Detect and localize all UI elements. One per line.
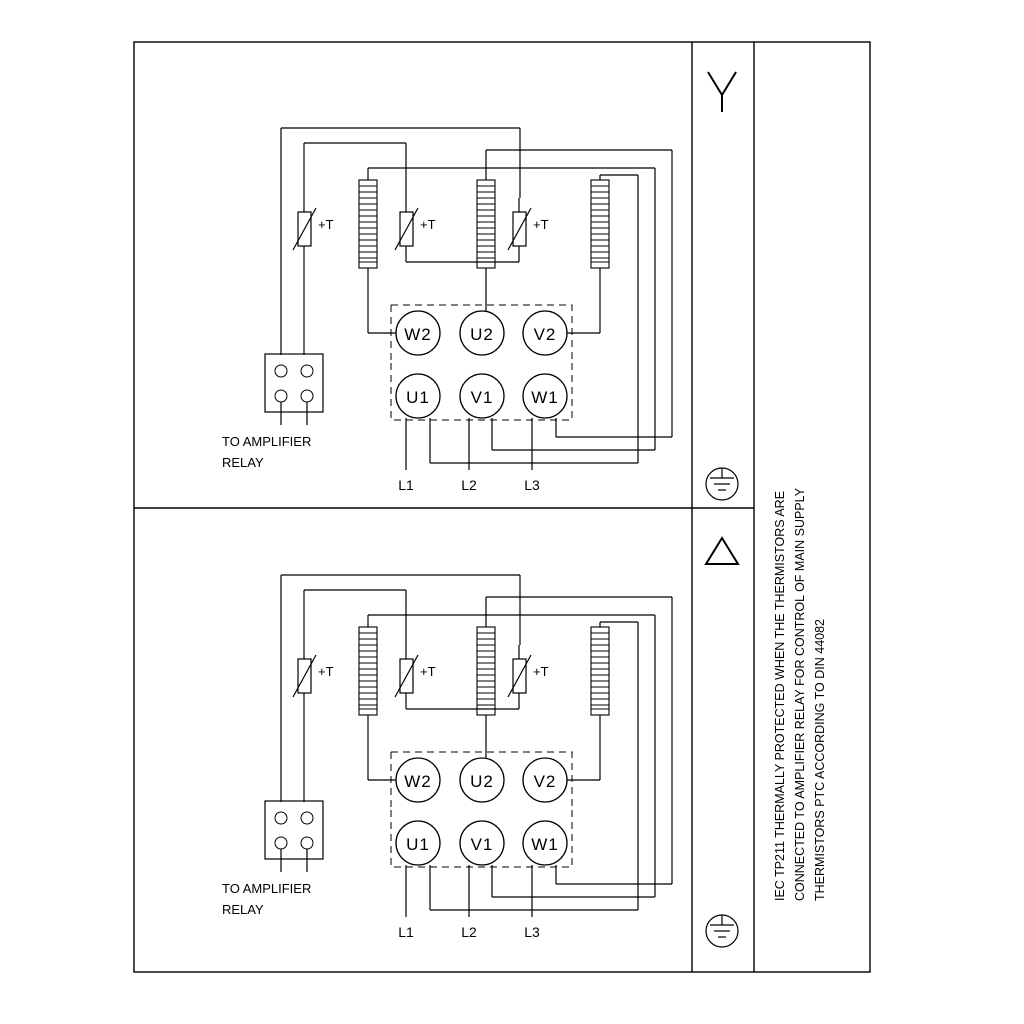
amplifier-label-line1: TO AMPLIFIER bbox=[222, 434, 312, 449]
winding-coil-2 bbox=[477, 150, 495, 308]
winding-coil-2 bbox=[477, 597, 495, 755]
side-note-line2: CONNECTED TO AMPLIFIER RELAY FOR CONTROL OF MAIN SUPPLY bbox=[793, 487, 807, 901]
winding-coil-3 bbox=[591, 622, 609, 755]
winding-coils-group bbox=[359, 597, 609, 755]
wye-star-symbol bbox=[708, 72, 736, 112]
terminals-group bbox=[396, 311, 567, 418]
terminal-u2: U2 bbox=[470, 325, 494, 344]
terminals-group bbox=[396, 758, 567, 865]
thermistor-1 bbox=[293, 645, 334, 709]
side-note-line3: THERMISTORS PTC ACCORDING TO DIN 44082 bbox=[813, 618, 827, 901]
amplifier-terminal-block bbox=[222, 354, 323, 470]
thermistor-label-3: +T bbox=[533, 217, 549, 232]
line-label-l2: L2 bbox=[461, 924, 477, 940]
line-label-l2: L2 bbox=[461, 477, 477, 493]
winding-coil-1 bbox=[359, 615, 377, 755]
thermistor-label-1: +T bbox=[318, 217, 334, 232]
side-note-line1: IEC TP211 THERMALLY PROTECTED WHEN THE THERMISTORS ARE bbox=[773, 490, 787, 901]
amplifier-terminal-block bbox=[222, 801, 323, 917]
terminal-u2: U2 bbox=[470, 772, 494, 791]
thermistor-2 bbox=[395, 645, 436, 709]
terminal-w1: W1 bbox=[531, 388, 559, 407]
terminal-u1: U1 bbox=[406, 835, 430, 854]
panel-star bbox=[222, 72, 738, 500]
thermistor-label-3: +T bbox=[533, 664, 549, 679]
thermistor-label-1: +T bbox=[318, 664, 334, 679]
terminal-v2: V2 bbox=[533, 772, 557, 791]
thermistor-1 bbox=[293, 198, 334, 262]
thermistor-3 bbox=[508, 198, 549, 262]
winding-coils-group bbox=[359, 150, 609, 308]
delta-triangle-symbol bbox=[706, 538, 738, 564]
earth-ground-symbol bbox=[706, 915, 738, 947]
amplifier-label-line2: RELAY bbox=[222, 902, 264, 917]
terminal-u1: U1 bbox=[406, 388, 430, 407]
terminal-w1: W1 bbox=[531, 835, 559, 854]
terminal-w2: W2 bbox=[404, 772, 432, 791]
line-label-l1: L1 bbox=[398, 477, 414, 493]
amplifier-label-line2: RELAY bbox=[222, 455, 264, 470]
winding-coil-3 bbox=[591, 175, 609, 308]
line-label-l3: L3 bbox=[524, 477, 540, 493]
side-note bbox=[773, 487, 827, 901]
thermistor-3 bbox=[508, 645, 549, 709]
thermistor-label-2: +T bbox=[420, 664, 436, 679]
line-label-l1: L1 bbox=[398, 924, 414, 940]
terminal-w2: W2 bbox=[404, 325, 432, 344]
amplifier-label-line1: TO AMPLIFIER bbox=[222, 881, 312, 896]
winding-coil-1 bbox=[359, 168, 377, 308]
terminal-v1: V1 bbox=[470, 388, 494, 407]
terminal-v2: V2 bbox=[533, 325, 557, 344]
earth-ground-symbol bbox=[706, 468, 738, 500]
line-label-l3: L3 bbox=[524, 924, 540, 940]
terminal-v1: V1 bbox=[470, 835, 494, 854]
panel-delta bbox=[222, 538, 738, 947]
thermistor-label-2: +T bbox=[420, 217, 436, 232]
thermistor-2 bbox=[395, 198, 436, 262]
